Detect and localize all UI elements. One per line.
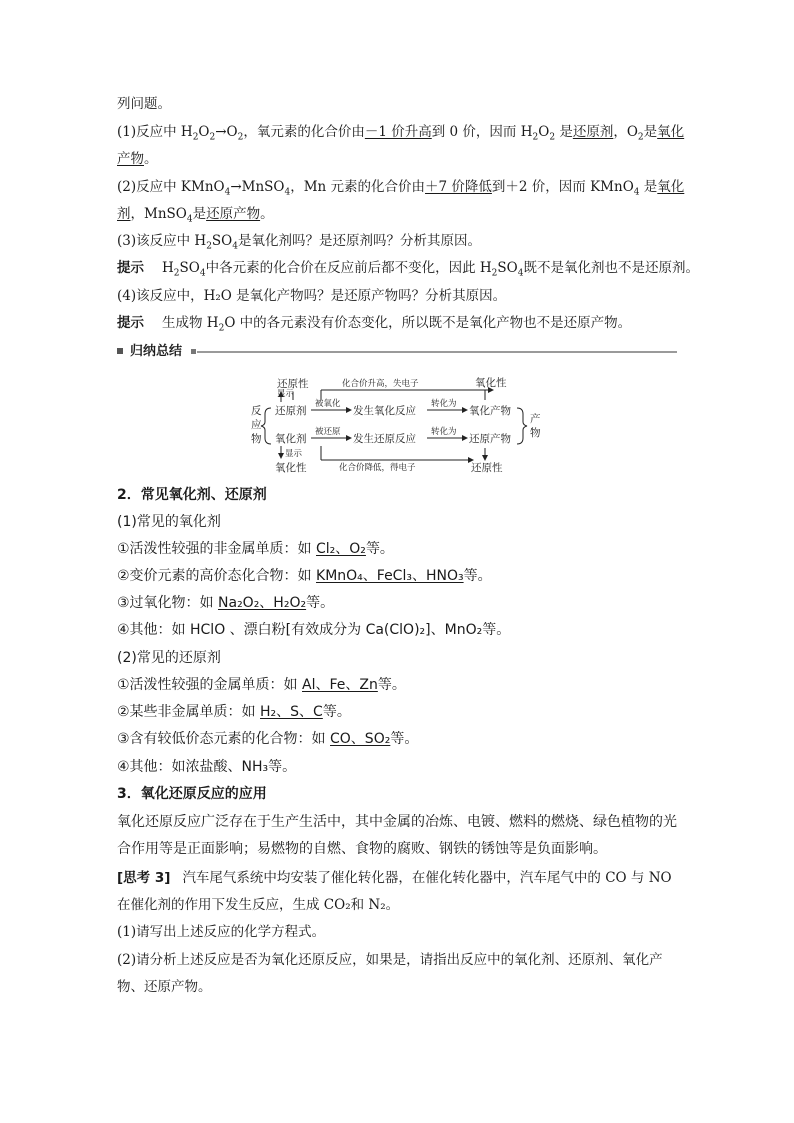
text: 列问题。 xyxy=(117,96,171,112)
redox-diagram xyxy=(249,372,549,476)
think-question: (1)请写出上述反应的化学方程式。 xyxy=(117,924,326,940)
reactant-label: 物 xyxy=(251,433,262,445)
question-2-cont: 剂，MnSO$_4$是还原产物。 xyxy=(117,206,274,225)
answer-underline: KMnO₄、FeCl₃、HNO₃ xyxy=(316,568,464,584)
reductant-item: ①活泼性较强的金属单质：如 Al、Fe、Zn等。 xyxy=(117,677,406,693)
think-line: [思考 3] 汽车尾气系统中均安装了催化转化器，在催化转化器中，汽车尾气中的 CO 与 NO xyxy=(117,870,672,886)
property-label: 还原性 xyxy=(277,378,309,390)
arrow-label: 被氧化 xyxy=(315,399,341,409)
answer-underline: 氧化 xyxy=(657,124,685,140)
think-question: 物、还原产物。 xyxy=(117,979,212,995)
product-label: 产 xyxy=(530,413,541,425)
arrow-label: 被还原 xyxy=(315,427,341,437)
reaction-label: 发生还原反应 xyxy=(353,433,416,445)
reductant-item: ④其他：如浓盐酸、NH₃等。 xyxy=(117,759,297,775)
answer-underline: 还原剂 xyxy=(572,124,614,140)
square-bullet-icon xyxy=(191,349,196,354)
arrow-label: 转化为 xyxy=(431,427,457,437)
answer-underline: Al、Fe、Zn xyxy=(302,677,378,693)
heading-2: 2．常见氧化剂、还原剂 xyxy=(117,487,267,503)
hint-1: 提示 $H_2SO_4$中各元素的化合价在反应前后都不变化，因此 $H_2SO_4$既不是氧化剂也不是还原剂。 xyxy=(117,260,699,279)
product: 还原产物 xyxy=(469,433,511,445)
oxidant-item: ③过氧化物：如 Na₂O₂、H₂O₂等。 xyxy=(117,595,335,611)
answer-underline: 还原产物 xyxy=(206,206,261,222)
product-label: 物 xyxy=(530,427,541,439)
change-label: 化合价升高，失电子 xyxy=(342,379,419,389)
right-brace xyxy=(517,408,527,444)
answer-underline: CO、SO₂ xyxy=(330,731,391,747)
show-label: 显示 xyxy=(277,389,295,399)
arrow-label: 转化为 xyxy=(431,399,457,409)
hint-label: 提示 xyxy=(117,260,144,276)
left-brace xyxy=(261,408,271,444)
think-label: [思考 3] xyxy=(117,870,171,886)
divider xyxy=(197,351,677,353)
answer-underline: 氧化 xyxy=(657,179,685,195)
reactant: 氧化剂 xyxy=(275,433,307,445)
oxidant-item: ①活泼性较强的非金属单质：如 Cl₂、O₂等。 xyxy=(117,541,394,557)
reactant: 还原剂 xyxy=(275,405,307,417)
think-line: 在催化剂的作用下发生反应，生成 CO₂和 N₂。 xyxy=(117,897,400,913)
question-3: (3)该反应中 $H_2SO_4$是氧化剂吗？是还原剂吗？分析其原因。 xyxy=(117,233,481,252)
hint-2: 提示 生成物 $H_2O$ 中的各元素没有价态变化，所以既不是氧化产物也不是还原产物。 xyxy=(117,315,632,334)
answer-underline: ＋7 价降低 xyxy=(425,179,492,195)
square-bullet-icon xyxy=(117,348,123,354)
section-header xyxy=(117,342,677,362)
reductant-item: ③含有较低价态元素的化合物：如 CO、SO₂等。 xyxy=(117,731,419,747)
hint-label: 提示 xyxy=(117,315,144,331)
answer-underline: Na₂O₂、H₂O₂ xyxy=(218,595,307,611)
answer-underline: 产物 xyxy=(117,151,144,167)
answer-underline: －1 价升高 xyxy=(364,124,432,140)
product: 氧化产物 xyxy=(469,405,511,417)
question-2: (2)反应中 KMnO$_4$→MnSO$_4$，Mn 元素的化合价由＋7 价降低到＋2 价，因而 KMnO$_4$ 是氧化 xyxy=(117,179,685,198)
question-1: (1)反应中 $H_2O_2\to O_2$，氧元素的化合价由－1 价升高到 0 价，因而 $H_2O_2$ 是还原剂，$O_2$是氧化 xyxy=(117,124,685,143)
property-label: 还原性 xyxy=(471,462,503,474)
answer-underline: 剂 xyxy=(117,206,131,222)
heading-3: 3．氧化还原反应的应用 xyxy=(117,786,267,802)
change-label: 化合价降低，得电子 xyxy=(339,463,416,473)
section-title: 归纳总结 xyxy=(130,344,183,359)
answer-underline: H₂、S、C xyxy=(260,704,323,720)
oxidant-item: ②变价元素的高价态化合物：如 KMnO₄、FeCl₃、HNO₃等。 xyxy=(117,568,492,584)
oxidant-item: ④其他：如 HClO 、漂白粉[有效成分为 Ca(ClO)₂]、MnO₂等。 xyxy=(117,622,511,638)
text-line xyxy=(117,94,687,114)
property-label: 氧化性 xyxy=(475,377,507,389)
property-label: 氧化性 xyxy=(275,462,307,474)
reactant-label: 反 xyxy=(251,405,262,417)
question-1-cont: 产物。 xyxy=(117,151,158,167)
oxidant-title: (1)常见的氧化剂 xyxy=(117,514,221,530)
paragraph-line: 合作用等是正面影响；易燃物的自燃、食物的腐败、钢铁的锈蚀等是负面影响。 xyxy=(117,841,607,857)
reductant-title: (2)常见的还原剂 xyxy=(117,650,221,666)
think-question: (2)请分析上述反应是否为氧化还原反应，如果是，请指出反应中的氧化剂、还原剂、氧化产 xyxy=(117,952,663,968)
reactant-label: 应 xyxy=(251,419,262,431)
answer-underline: Cl₂、O₂ xyxy=(316,541,366,557)
reaction-label: 发生氧化反应 xyxy=(353,405,416,417)
question-4: (4)该反应中，H₂O 是氧化产物吗？是还原产物吗？分析其原因。 xyxy=(117,288,507,304)
show-label: 显示 xyxy=(285,449,303,459)
reductant-item: ②某些非金属单质：如 H₂、S、C等。 xyxy=(117,704,351,720)
paragraph-line: 氧化还原反应广泛存在于生产生活中，其中金属的冶炼、电镀、燃料的燃烧、绿色植物的光 xyxy=(117,814,677,830)
